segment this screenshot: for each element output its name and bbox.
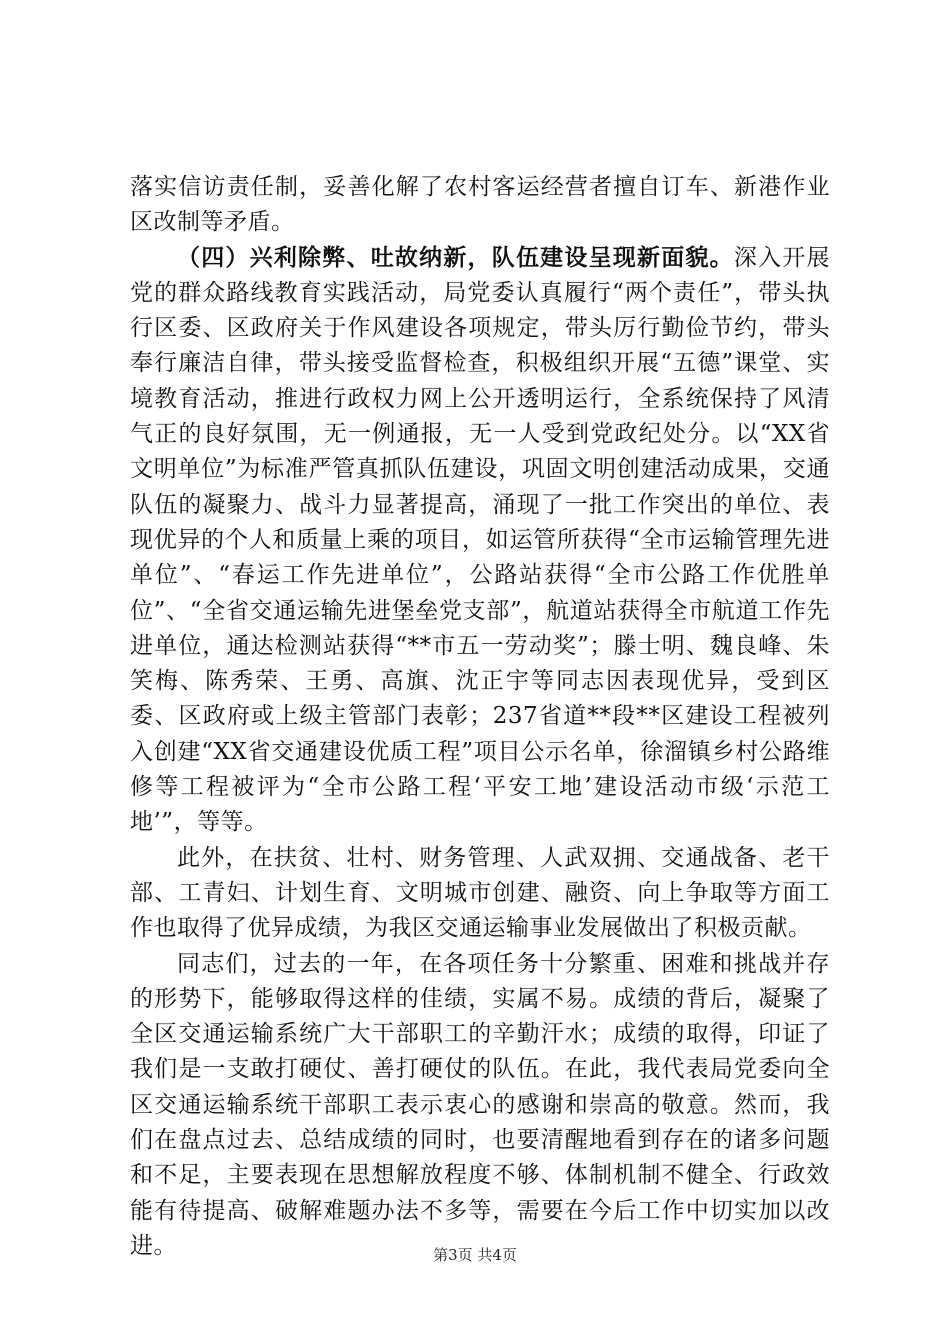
paragraph-1-text: 落实信访责任制，妥善化解了农村客运经营者擅自订车、新港作业区改制等矛盾。 bbox=[130, 174, 830, 236]
paragraph-2 bbox=[130, 241, 830, 841]
paragraph-1 bbox=[130, 170, 830, 241]
section-heading: （四）兴利除弊、吐故纳新，队伍建设呈现新面貌。 bbox=[177, 244, 734, 271]
page-footer: 第3页 共4页 bbox=[433, 1246, 517, 1264]
paragraph-4-text: 同志们，过去的一年，在各项任务十分繁重、困难和挑战并存的形势下，能够取得这样的佳绩，实属不易。成绩的背后，凝聚了全区交通运输系统广大干部职工的辛勤汗水；成绩的取得，印证了我们是一支敢打硬仗、善打硬仗的队伍。在此，我代表局党委向全区交通运输系统干部职工表示衷心的感谢和崇高的敬意。然而，我们在盘点过去、总结成绩的同时，也要清醒地看到存在的诸多问题和不足，主要表现在思想解放程度不够、体制机制不健全、行政效能有待提高、破解难题办法不多等，需要在今后工作中切实加以改进。 bbox=[130, 950, 830, 1259]
paragraph-2-text: 深入开展党的群众路线教育实践活动，局党委认真履行“两个责任”，带头执行区委、区政府关于作风建设各项规定，带头厉行勤俭节约，带头奉行廉洁自律，带头接受监督检查，积极组织开展“五德”课堂、实境教育活动，推进行政权力网上公开透明运行，全系统保持了风清气正的良好氛围，无一例通报，无一人受到党政纪处分。以“XX省文明单位”为标准严管真抓队伍建设，巩固文明创建活动成果，交通队伍的凝聚力、战斗力显著提高，涌现了一批工作突出的单位、表现优异的个人和质量上乘的项目，如运管所获得“全市运输管理先进单位”、“春运工作先进单位”，公路站获得“全市公路工作优胜单位”、“全省交通运输先进堡垒党支部”，航道站获得全市航道工作先进单位，通达检测站获得“**市五一劳动奖”；滕士明、魏良峰、朱笑梅、陈秀荣、王勇、高旗、沈正宇等同志因表现优异，受到区委、区政府或上级主管部门表彰；237省道**段**区建设工程被列入创建“XX省交通建设优质工程”项目公示名单，徐溜镇乡村公路维修等工程被评为“全市公路工程‘平安工地’建设活动市级‘示范工地’”，等等。 bbox=[130, 244, 831, 836]
document-body bbox=[130, 170, 830, 1264]
paragraph-3 bbox=[130, 841, 830, 947]
paragraph-4 bbox=[130, 947, 830, 1265]
paragraph-3-text: 此外，在扶贫、壮村、财务管理、人武双拥、交通战备、老干部、工青妇、计划生育、文明城市创建、融资、向上争取等方面工作也取得了优异成绩，为我区交通运输事业发展做出了积极贡献。 bbox=[130, 844, 830, 942]
